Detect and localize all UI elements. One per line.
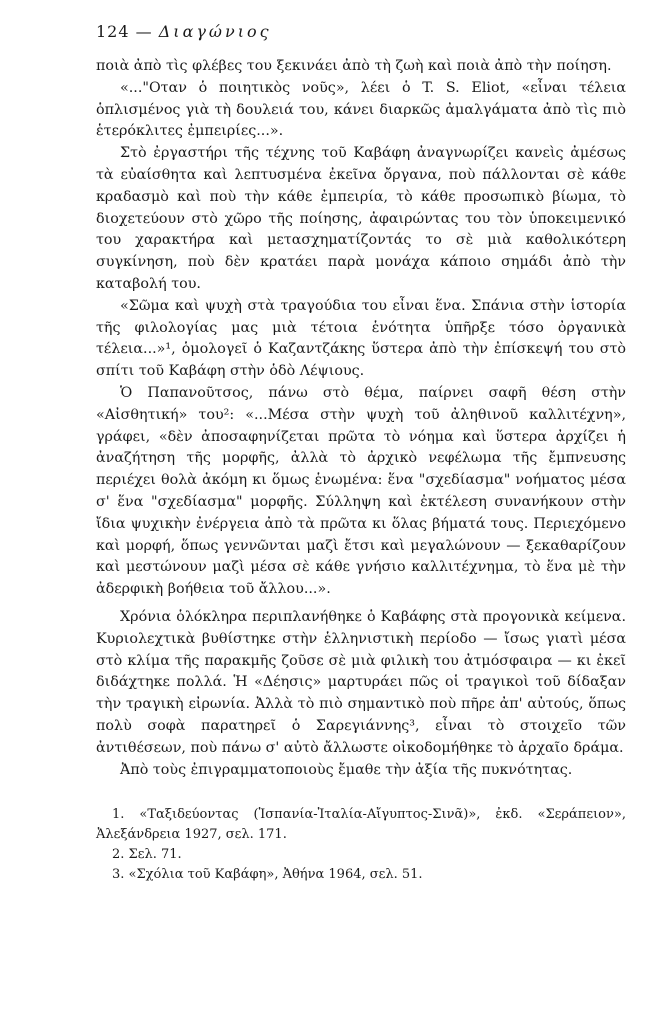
running-title: Διαγώνιος <box>158 22 272 41</box>
paragraph: «..."Οταν ὁ ποιητικὸς νοῦς», λέει ὁ T. S. Eliot, «εἶναι τέλεια ὁπλισμένος γιὰ τὴ δουλειά του, κάνει διαρκῶς ἀμαλγάματα ἀπὸ τὶς πιὸ ἑτερόκλιτες ἐμπειρίες...». <box>96 79 626 140</box>
header-dash: — <box>135 22 153 41</box>
paragraph: «Σῶμα καὶ ψυχὴ στὰ τραγούδια του εἶναι ἕνα. Σπάνια στὴν ἱστορία τῆς φιλολογίας μας μιὰ τέτοια ἑνότητα ὑπῆρξε τόσο ὀργανικὰ τέλεια...»¹, ὁμολογεῖ ὁ Καζαντζάκης ὕστερα ἀπὸ τὴν ἐπίσκεψή του στὸ σπίτι τοῦ Καβάφη στὴν ὁδὸ Λέψιους. <box>96 297 626 380</box>
footnote: 3. «Σχόλια τοῦ Καβάφη», Ἀθήνα 1964, σελ. 51. <box>112 867 423 883</box>
page-number: 124 <box>96 22 130 41</box>
footnote: 2. Σελ. 71. <box>112 847 182 863</box>
running-head <box>96 22 626 42</box>
paragraph: Στὸ ἐργαστήρι τῆς τέχνης τοῦ Καβάφη ἀναγνωρίζει κανεὶς ἀμέσως τὰ εὐαίσθητα καὶ λεπτυσμένα ἐκεῖνα ὄργανα, ποὺ πάλλονται σὲ κάθε κραδασμὸ καὶ ποὺ τὴν κάθε ἐμπειρία, τὸ κάθε προσωπικὸ βίωμα, τὸ διοχετεύουν στὸ χῶρο τῆς ποίησης, ἀφαιρώντας του τὸν ὑποκειμενικό του χαρακτήρα καὶ μετασχηματίζοντάς το σὲ μιὰ καθολικότερη συγκίνηση, ποὺ δὲν κρατάει παρὰ μονάχα κάποιο σημάδι ἀπὸ τὴν καταβολή του. <box>96 145 626 292</box>
body-text <box>96 56 626 781</box>
paragraph: Χρόνια ὁλόκληρα περιπλανήθηκε ὁ Καβάφης στὰ προγονικὰ κείμενα. Κυριολεχτικὰ βυθίστηκε στὴν ἑλληνιστικὴ περίοδο — ἴσως γιατὶ μέσα στὸ κλίμα τῆς παρακμῆς ζοῦσε σὲ μιὰ φιλικὴ του ἀτμόσφαιρα — κι ἐκεῖ διδάχτηκε πολλά. Ἡ «Δέησις» μαρτυράει πῶς οἱ τραγικοὶ τοῦ δίδαξαν τὴν τραγικὴ εἰρωνία. Ἀλλὰ τὸ πιὸ σημαντικὸ ποὺ πῆρε ἀπ' αὐτούς, ὅπως πολὺ σοφὰ παρατηρεῖ ὁ Σαρεγιάννης³, εἶναι τὸ στοιχεῖο τῶν ἀντιθέσεων, ποὺ πάνω σ' αὐτὸ ἄλλωστε οἰκοδομήθηκε τὸ ἀρχαῖο δράμα. <box>96 608 626 756</box>
book-page <box>96 22 626 885</box>
footnotes <box>96 805 626 885</box>
paragraph: Ὁ Παπανοῦτσος, πάνω στὸ θέμα, παίρνει σαφῆ θέση στὴν «Αἰσθητική» του²: «...Μέσα στὴν ψυχὴ τοῦ ἀληθινοῦ καλλιτέχνη», γράφει, «δὲν ἀποσαφηνίζεται πρῶτα τὸ νόημα καὶ ὕστερα ἀρχίζει ἡ ἀναζήτηση τῆς μορφῆς, ἀλλὰ τὸ ἀρχικὸ νεφέλωμα τῆς ἔμπνευσης περιέχει θολὰ ἀκόμη κι ὅμως ἑνωμένα: ἕνα "σχεδίασμα" νοήματος μέσα σ' ἕνα "σχεδίασμα" μορφῆς. Σύλληψη καὶ ἐκτέλεση συνανήκουν στὴν ἴδια ψυχικὴν ἐνέργεια ἀπὸ τὰ πρῶτα κι ὅλας βήματά τους. Περιεχόμενο καὶ μορφή, ὅπως γεννῶνται μαζὶ ἔτσι καὶ μεγαλώνουν — ξεκαθαρίζουν καὶ μεστώνουν μαζὶ μέσα σὲ κάθε γνήσιο καλλιτέχνημα, τὸ ἕνα μὲ τὴν ἀδερφικὴ βοήθεια τοῦ ἄλλου...». <box>96 384 626 598</box>
paragraph: ποιὰ ἀπὸ τὶς φλέβες του ξεκινάει ἀπὸ τὴ ζωὴ καὶ ποιὰ ἀπὸ τὴν ποίηση. <box>96 58 612 74</box>
paragraph: Ἀπὸ τοὺς ἐπιγραμματοποιοὺς ἔμαθε τὴν ἀξία τῆς πυκνότητας. <box>120 761 573 778</box>
footnote: 1. «Ταξιδεύοντας (Ἱσπανία-Ἰταλία-Αἴγυπτος-Σινᾶ)», ἐκδ. «Σεράπειον», Ἀλεξάνδρεια 1927, σελ. 171. <box>96 807 626 843</box>
